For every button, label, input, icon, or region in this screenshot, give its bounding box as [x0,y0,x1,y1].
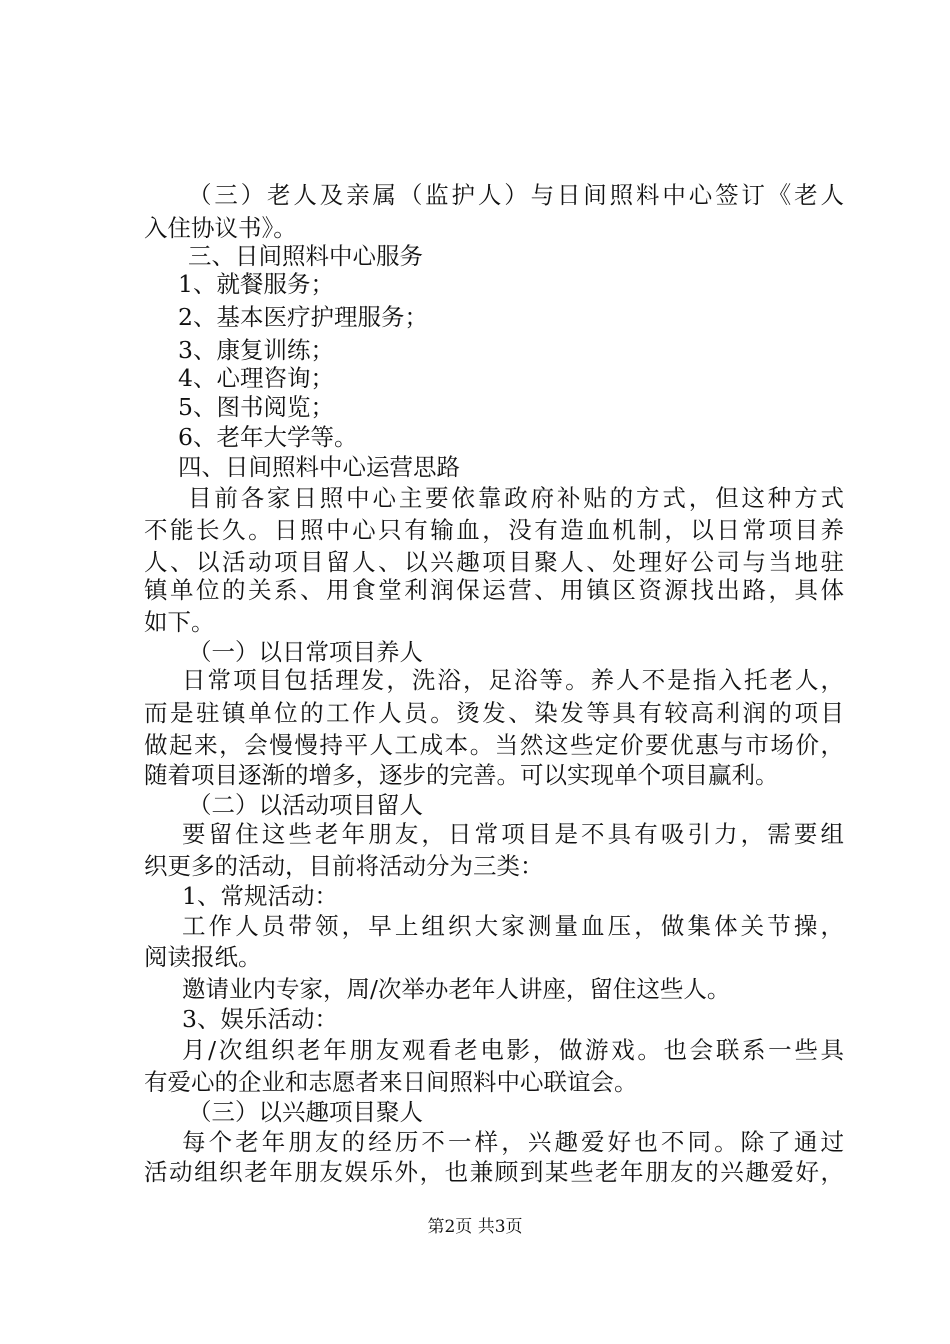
paragraph-line: 镇单位的关系、用食堂利润保运营、用镇区资源找出路，具体 [144,576,844,604]
paragraph-line: 日常项目包括理发，洗浴，足浴等。养人不是指入托老人， [182,666,844,694]
list-item: 3、康复训练； [178,336,334,364]
paragraph-line: 工作人员带领，早上组织大家测量血压，做集体关节操， [182,912,844,940]
paragraph-line: 邀请业内专家，周/次举办老年人讲座，留住这些人。 [182,975,731,1003]
subsection-heading: （一）以日常项目养人 [188,638,423,666]
list-item: 6、老年大学等。 [178,423,358,451]
paragraph-line: 随着项目逐渐的增多，逐步的完善。可以实现单个项目赢利。 [144,761,779,789]
list-item: 5、图书阅览； [178,393,334,421]
paragraph-line: （三）老人及亲属（监护人）与日间照料中心签订《老人 [188,181,844,209]
section-heading: 三、日间照料中心服务 [188,242,423,270]
subsection-heading: （三）以兴趣项目聚人 [188,1098,423,1126]
paragraph-line: 而是驻镇单位的工作人员。烫发、染发等具有较高利润的项目 [144,699,844,727]
paragraph-line: 月/次组织老年朋友观看老电影，做游戏。也会联系一些具 [182,1036,844,1064]
paragraph-line: 人、以活动项目留人、以兴趣项目聚人、处理好公司与当地驻 [144,548,844,576]
page-footer: 第2页 共3页 [427,1217,523,1237]
list-item: 1、就餐服务； [178,270,334,298]
paragraph-line: 要留住这些老年朋友，日常项目是不具有吸引力，需要组 [182,820,844,848]
paragraph-line: 活动组织老年朋友娱乐外，也兼顾到某些老年朋友的兴趣爱好， [144,1158,844,1186]
subsection-heading: （二）以活动项目留人 [188,791,423,819]
paragraph-line: 织更多的活动，目前将活动分为三类： [144,852,544,880]
paragraph-line: 入住协议书》。 [144,214,297,242]
list-item: 3、娱乐活动： [182,1005,338,1033]
paragraph-line: 每个老年朋友的经历不一样，兴趣爱好也不同。除了通过 [182,1128,844,1156]
list-item: 4、心理咨询； [178,364,334,392]
paragraph-line: 不能长久。日照中心只有输血，没有造血机制，以日常项目养 [144,516,844,544]
section-heading: 四、日间照料中心运营思路 [178,453,460,481]
paragraph-line: 做起来，会慢慢持平人工成本。当然这些定价要优惠与市场价， [144,731,844,759]
list-item: 1、常规活动： [182,882,338,910]
list-item: 2、基本医疗护理服务； [178,303,428,331]
paragraph-line: 阅读报纸。 [144,943,262,971]
paragraph-line: 如下。 [144,608,215,636]
paragraph-line: 目前各家日照中心主要依靠政府补贴的方式，但这种方式 [188,484,844,512]
paragraph-line: 有爱心的企业和志愿者来日间照料中心联谊会。 [144,1068,638,1096]
